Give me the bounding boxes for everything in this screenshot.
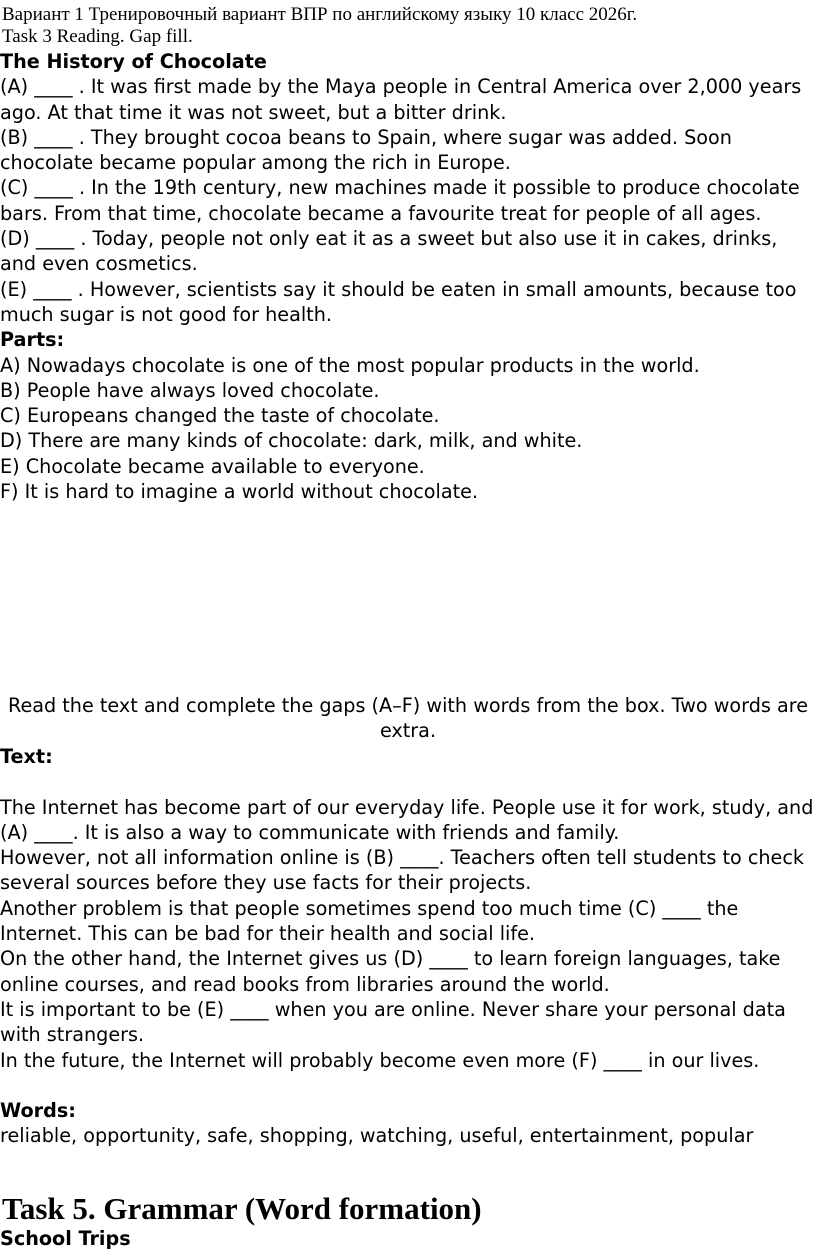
spacer: [0, 769, 814, 794]
word-box: reliable, opportunity, safe, shopping, watching, useful, entertainment, popular: [0, 1124, 754, 1148]
text-label: Text:: [0, 745, 53, 768]
task3-paragraph-d: (D) ____ . Today, people not only eat it as a sweet but also use it in cakes, drinks, and even cosmetics.: [0, 227, 778, 276]
task3-title: The History of Chocolate: [0, 50, 267, 73]
task3-paragraph-b: (B) ____ . They brought cocoa beans to Spain, where sugar was added. Soon chocolate became popular among the rich in Europe.: [0, 125, 732, 175]
spacer: [0, 1073, 814, 1098]
instruction-text: Read the text and complete the gaps (A–F) with words from the box. Two words are extra.: [7, 694, 809, 743]
part-a: A) Nowadays chocolate is one of the most popular products in the world.: [0, 353, 700, 377]
task4-paragraph-5: It is important to be (E) ____ when you are online. Never share your personal data with strangers.: [0, 997, 786, 1047]
task3-paragraph-a: (A) ____ . It was first made by the Maya people in Central America over 2,000 years ago. At that time it was not sweet, but a bitter drink.: [0, 75, 802, 124]
part-e: E) Chocolate became available to everyone.: [0, 454, 425, 478]
task4-paragraph-2: However, not all information online is (B) ____. Teachers often tell students to check several sources before they use facts for their projects.: [0, 846, 804, 895]
task5-subtitle: School Trips: [0, 1227, 131, 1250]
task3-label: Task 3 Reading. Gap fill.: [2, 26, 193, 47]
task4-paragraph-6: In the future, the Internet will probably become even more (F) ____ in our lives.: [0, 1048, 760, 1072]
task4-paragraph-1: The Internet has become part of our everyday life. People use it for work, study, and (A) ____. It is also a way to communicate with friends and family.: [0, 795, 814, 844]
task3-section: [0, 49, 814, 504]
part-d: D) There are many kinds of chocolate: dark, milk, and white.: [0, 429, 583, 453]
part-f: F) It is hard to imagine a world without chocolate.: [0, 480, 479, 504]
task3-paragraph-e: (E) ____ . However, scientists say it should be eaten in small amounts, because too much sugar is not good for health.: [0, 277, 797, 326]
task4-instruction: [0, 693, 816, 744]
part-b: B) People have always loved chocolate.: [0, 378, 380, 402]
task3-paragraph-c: (C) ____ . In the 19th century, new machines made it possible to produce chocolate bars. From that time, chocolate became a favourite treat for people of all ages.: [0, 176, 800, 225]
task4-paragraph-4: On the other hand, the Internet gives us (D) ____ to learn foreign languages, take online courses, and read books from libraries around the world.: [0, 947, 781, 996]
variant-header: Вариант 1 Тренировочный вариант ВПР по английскому языку 10 класс 2026г.: [2, 4, 638, 25]
task4-section: [0, 744, 814, 1149]
words-label: Words:: [0, 1099, 76, 1123]
task4-paragraph-3: Another problem is that people sometimes spend too much time (C) ____ the Internet. This can be bad for their health and social life.: [0, 896, 739, 946]
part-c: C) Europeans changed the taste of chocolate.: [0, 404, 440, 428]
task5-heading: Task 5. Grammar (Word formation): [2, 1191, 482, 1226]
parts-label: Parts:: [0, 328, 65, 352]
